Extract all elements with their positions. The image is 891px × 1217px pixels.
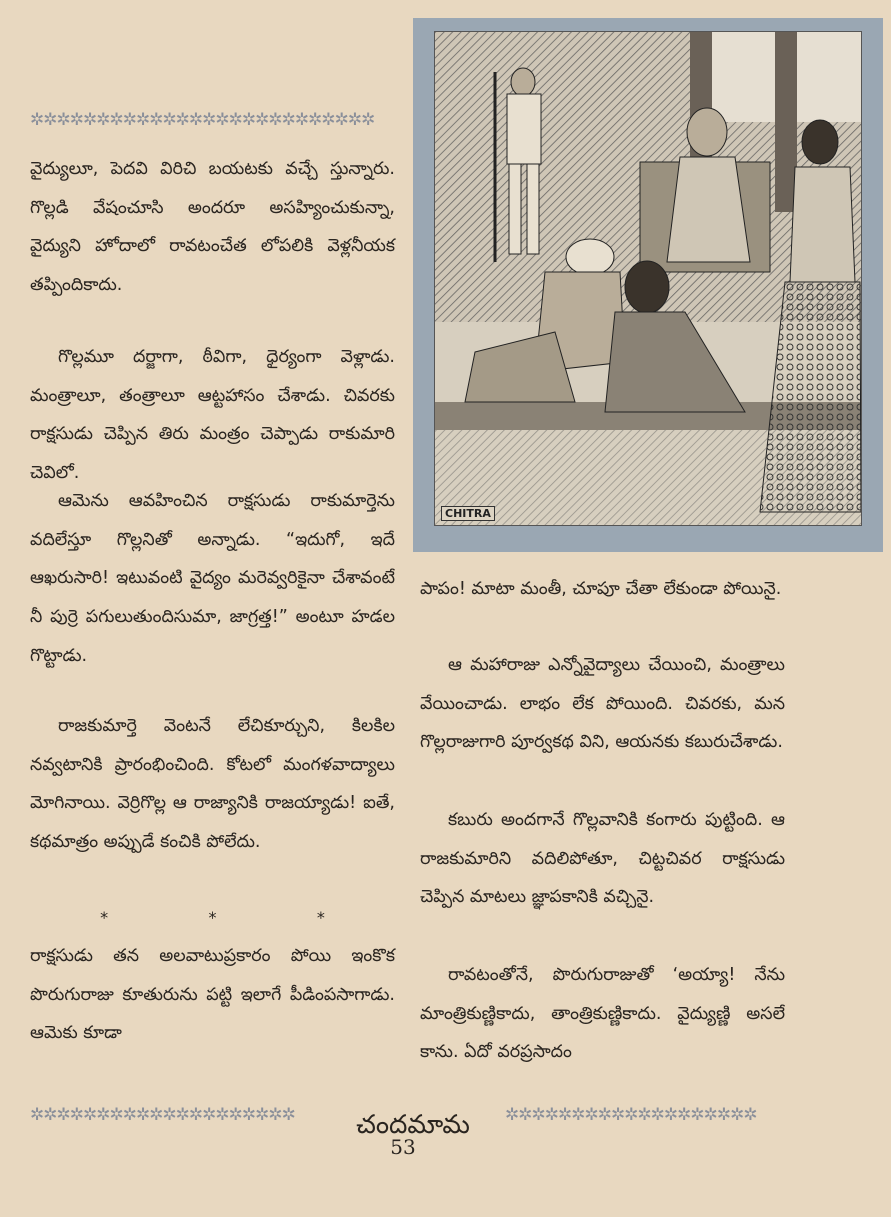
paragraph: కబురు అందగానే గొల్లవానికి కంగారు పుట్టింది. ఆ రాజకుమారిని వదిలిపోతూ, చిట్టచివర రాక్షసుడు చెప్పిన మాటలు జ్ఞాపకానికి వచ్చినై. [420, 810, 785, 908]
section-separator [30, 899, 395, 937]
paragraph: రాక్షసుడు తన అలవాటుప్రకారం పోయి ఇంకొక పొరుగురాజు కూతురును పట్టి ఇలాగే పీడింపసాగాడు. ఆమెకు కూడా [30, 946, 395, 1044]
paragraph: ఆమెను ఆవహించిన రాక్షసుడు రాకుమార్తెను వదిలేస్తూ గొల్లనితో అన్నాడు. “ఇదుగో, ఇదే ఆఖరుసారి! ఇటువంటి వైద్యం మరెవ్వరికైనా చేశావంటే నీ పుర్రె పగులుతుందిసుమా, జాగ్రత్త!” అంటూ హడల గొట్టాడు. [30, 491, 395, 666]
artist-signature: CHITRA [441, 506, 495, 521]
magazine-title: చందమామ [356, 1110, 470, 1140]
paragraph: ఆ మహారాజు ఎన్నోవైద్యాలు చేయించి, మంత్రాలు వేయించాడు. లాభం లేక పోయింది. చివరకు, మన గొల్లరాజుగారి పూర్వకథ విని, ఆయనకు కబురుచేశాడు. [420, 655, 785, 753]
decorative-border-footer-right: ✲✲✲✲✲✲✲✲✲✲✲✲✲✲✲✲✲✲✲ [505, 1105, 757, 1125]
page-number: 53 [390, 1135, 416, 1159]
paragraph: పాపం! మాటా మంతీ, చూపూ చేతా లేకుండా పోయినై. [420, 579, 782, 599]
paragraph: వైద్యులూ, పెదవి విరిచి బయటకు వచ్చే స్తున్నారు. గొల్లడి వేషంచూసి అందరూ అసహ్యించుకున్నా, వైద్యుని హోదాలో రావటంచేత లోపలికి వెళ్లనీయక తప్పిందికాదు. [30, 159, 395, 296]
paragraph: రాజకుమార్తె వెంటనే లేచికూర్చుని, కిలకిల నవ్వటానికి ప్రారంభించింది. కోటలో మంగళవాద్యాలు మోగినాయి. వెర్రిగొల్ల ఆ రాజ్యానికి రాజయ్యాడు! ఐతే, కథమాత్రం అప్పుడే కంచికి పోలేదు. [30, 716, 395, 853]
paragraph: గొల్లమూ దర్జాగా, ఠీవిగా, ధైర్యంగా వెళ్లాడు. మంత్రాలూ, తంత్రాలూ ఆట్టహాసం చేశాడు. చివరకు రాక్షసుడు చెప్పిన తిరు మంత్రం చెప్పాడు రాకుమారి చెవిలో. [30, 347, 395, 484]
separator-star: * [208, 908, 217, 927]
separator-star: * [316, 908, 325, 927]
decorative-border-footer-left: ✲✲✲✲✲✲✲✲✲✲✲✲✲✲✲✲✲✲✲✲ [30, 1105, 295, 1125]
left-column [30, 150, 395, 1053]
right-column [420, 570, 785, 1072]
decorative-border-top: ✲✲✲✲✲✲✲✲✲✲✲✲✲✲✲✲✲✲✲✲✲✲✲✲✲✲ [30, 110, 375, 130]
separator-star: * [100, 908, 109, 927]
illustration-drawing [435, 32, 861, 525]
story-illustration [434, 31, 862, 526]
paragraph: రావటంతోనే, పొరుగురాజుతో ‘అయ్యా! నేను మాంత్రికుణ్ణికాదు, తాంత్రికుణ్ణికాదు. వైద్యుణ్ణి అసలే కాను. ఏదో వరప్రసాదం [420, 965, 785, 1063]
